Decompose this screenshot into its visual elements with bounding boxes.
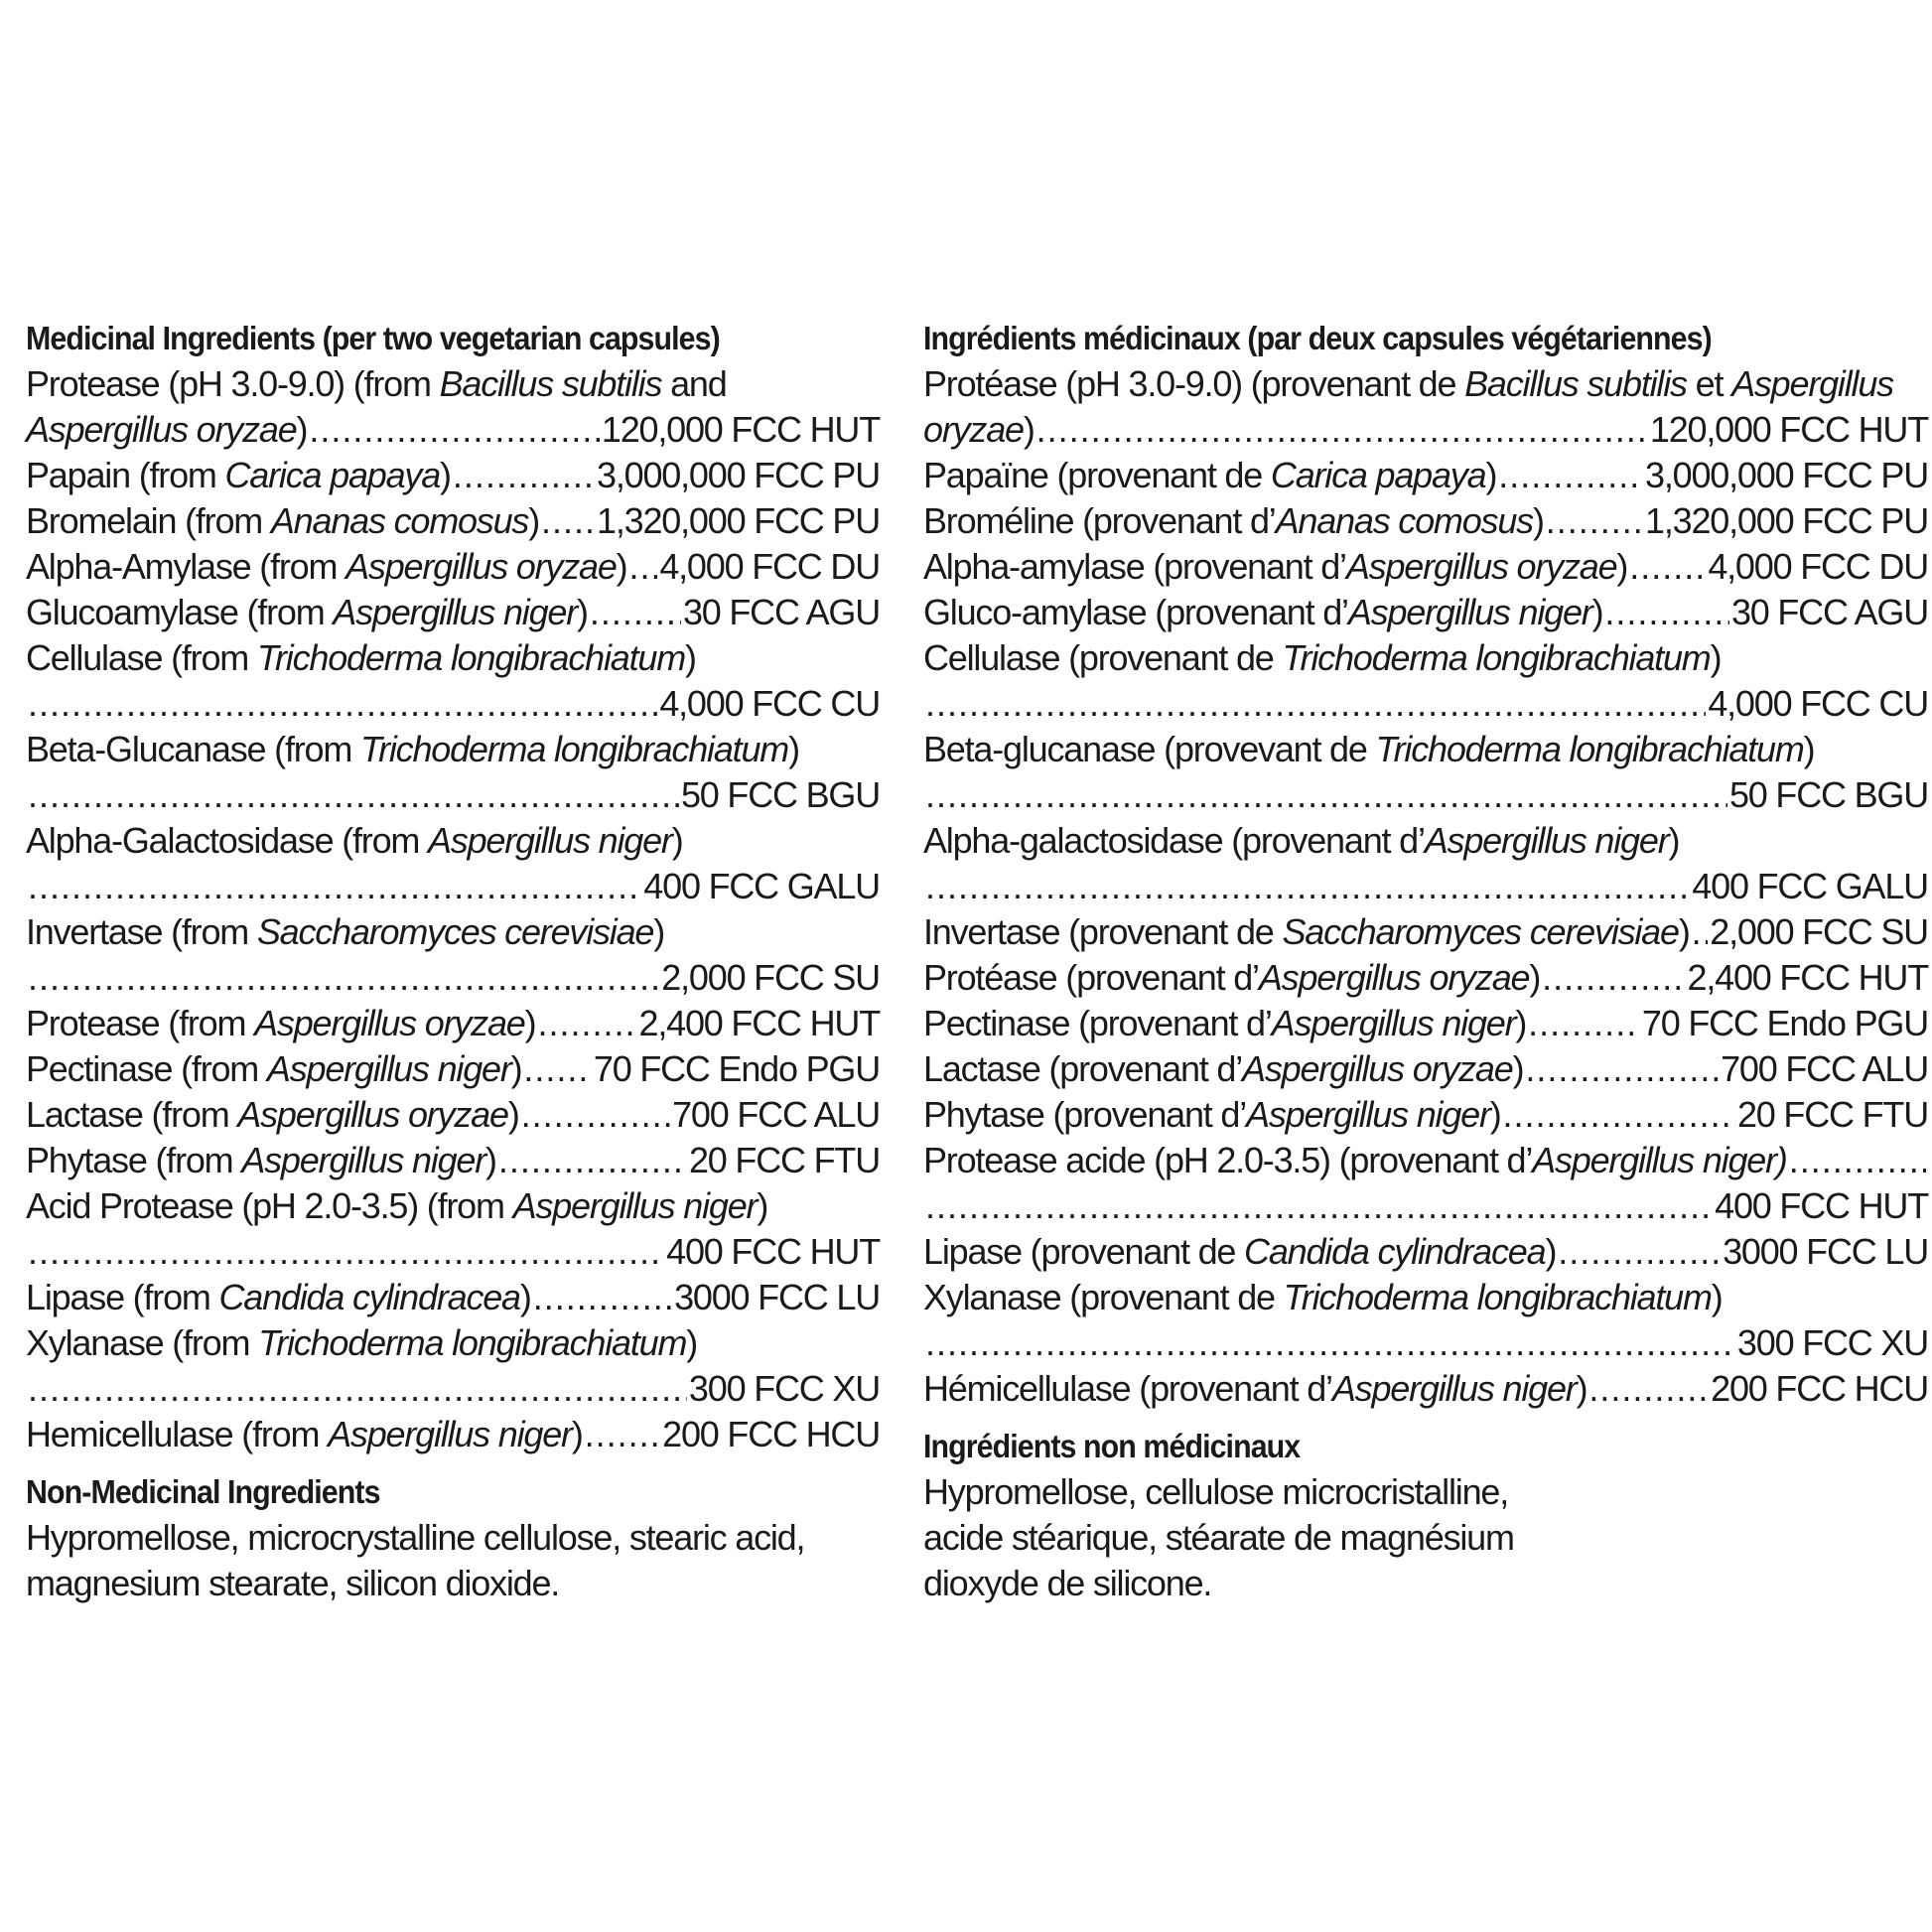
leader-dots <box>1789 1138 1926 1183</box>
ingredient-item <box>923 818 1928 864</box>
source-organism: Aspergillus niger <box>512 1185 758 1226</box>
ingredient-name: Pectinase (provenant d’Aspergillus niger) <box>923 1003 1527 1043</box>
ingredient-item <box>26 1275 880 1320</box>
source-organism: Aspergillus oryzae <box>1258 957 1530 998</box>
leader-dots <box>628 544 657 590</box>
ingredient-amount-row <box>923 1320 1928 1366</box>
leader-dots <box>523 1046 591 1092</box>
ingredient-amount: 2,000 FCC SU <box>1710 911 1928 952</box>
ingredient-name: Alpha-galactosidase (provenant d’Aspergillus niger) <box>923 820 1680 861</box>
leader-dots <box>533 1275 672 1320</box>
leader-dots <box>28 955 659 1001</box>
medicinal-ingredients-heading: Medicinal Ingredients (per two vegetarian capsules) <box>26 320 720 356</box>
ingredient-item <box>26 1412 880 1457</box>
source-organism: Bacillus subtilis <box>439 363 662 404</box>
leader-dots <box>309 407 600 453</box>
ingredient-name: Beta-glucanase (provevant de Trichoderma longibrachiatum) <box>923 729 1815 769</box>
ingredient-name: Xylanase (from Trichoderma longibrachiatum) <box>26 1322 698 1363</box>
ingredient-item <box>923 1001 1928 1046</box>
leader-dots <box>453 453 595 498</box>
ingredient-amount: 700 FCC ALU <box>1721 1048 1928 1089</box>
leader-dots <box>1498 453 1643 498</box>
ingredient-item <box>923 955 1928 1001</box>
ingredient-amount: 400 FCC GALU <box>1692 866 1928 906</box>
ingredient-item <box>923 727 1928 772</box>
ingredient-item <box>26 909 880 955</box>
ingredient-name: Protease (from Aspergillus oryzae) <box>26 1003 536 1043</box>
leader-dots <box>925 772 1727 818</box>
medicinal-ingredients-heading: Ingrédients médicinaux (par deux capsules végétariennes) <box>923 320 1712 356</box>
leader-dots <box>541 498 595 544</box>
leader-dots <box>925 864 1690 909</box>
ingredient-name: Acid Protease (pH 2.0-3.5) (from Aspergillus niger) <box>26 1185 768 1226</box>
source-organism: Aspergillus niger <box>328 1414 572 1454</box>
source-organism: Aspergillus niger <box>266 1048 511 1089</box>
ingredient-item <box>923 1138 1928 1183</box>
leader-dots <box>925 1320 1735 1366</box>
ingredient-amount: 50 FCC BGU <box>680 774 880 815</box>
ingredient-amount: 400 FCC GALU <box>643 866 880 906</box>
ingredient-item <box>923 909 1928 955</box>
source-organism: Ananas comosus <box>1275 500 1533 541</box>
leader-dots <box>28 681 657 727</box>
ingredient-amount-row <box>923 864 1928 909</box>
ingredient-item <box>26 453 880 498</box>
ingredient-name: Lipase (from Candida cylindracea) <box>26 1277 531 1317</box>
ingredient-amount: 2,400 FCC HUT <box>638 1003 880 1043</box>
ingredient-name: Alpha-Galactosidase (from Aspergillus niger) <box>26 820 683 861</box>
source-organism: oryzae <box>923 409 1024 450</box>
source-organism: Trichoderma longibrachiatum <box>256 637 686 678</box>
leader-dots <box>1542 955 1685 1001</box>
ingredient-name: Lactase (provenant d’Aspergillus oryzae) <box>923 1048 1524 1089</box>
source-organism: Aspergillus niger <box>1424 820 1669 861</box>
ingredient-item <box>26 818 880 864</box>
ingredient-name: Cellulase (from Trichoderma longibrachiatum) <box>26 637 696 678</box>
leader-dots <box>1528 1001 1640 1046</box>
ingredient-amount: 120,000 FCC HUT <box>601 409 880 450</box>
ingredient-amount-row <box>26 772 880 818</box>
leader-dots <box>28 1366 687 1412</box>
ingredient-amount-row: oryzae) ..... 120,000 FCC HUT <box>923 407 1928 453</box>
source-organism: Aspergillus oryzae <box>26 409 297 450</box>
ingredient-item <box>26 635 880 681</box>
source-organism: Aspergillus oryzae <box>237 1094 508 1135</box>
leader-dots <box>1503 1092 1735 1138</box>
leader-dots <box>1692 909 1709 955</box>
ingredient-name: Protéase (provenant d’Aspergillus oryzae) <box>923 957 1541 998</box>
source-organism: Trichoderma longibrachiatum <box>1375 729 1804 769</box>
ingredient-item <box>26 727 880 772</box>
ingredient-amount: 30 FCC AGU <box>1730 592 1928 632</box>
french-column <box>923 316 1928 1606</box>
ingredient-name: Protease acide (pH 2.0-3.5) (provenant d’Aspergillus niger) <box>923 1140 1787 1180</box>
source-organism: Trichoderma longibrachiatum <box>359 729 789 769</box>
ingredient-amount-row <box>923 681 1928 727</box>
ingredient-amount: 3000 FCC LU <box>1723 1231 1928 1272</box>
ingredient-name: Papain (from Carica papaya) <box>26 455 451 495</box>
ingredient-name: Protéase (pH 3.0-9.0) (provenant de Bacillus subtilis et Aspergillus <box>923 363 1893 404</box>
ingredient-amount: 200 FCC HCU <box>662 1414 880 1454</box>
ingredient-list <box>26 361 880 1457</box>
english-column <box>26 316 880 1606</box>
leader-dots <box>1629 544 1706 590</box>
ingredient-item <box>923 1092 1928 1138</box>
ingredient-amount: 4,000 FCC DU <box>659 546 880 587</box>
ingredient-name: Gluco-amylase (provenant d’Aspergillus niger) <box>923 592 1603 632</box>
ingredient-list <box>923 361 1928 1412</box>
ingredient-amount: 2,400 FCC HUT <box>1687 957 1928 998</box>
ingredient-amount: 200 FCC HCU <box>1711 1368 1928 1409</box>
ingredient-amount: 700 FCC ALU <box>672 1094 880 1135</box>
ingredient-amount: 300 FCC XU <box>1736 1322 1928 1363</box>
ingredient-item <box>26 1183 880 1229</box>
source-organism: Aspergillus niger <box>1331 1368 1577 1409</box>
ingredient-name: Hémicellulase (provenant d’Aspergillus niger) <box>923 1368 1587 1409</box>
leader-dots <box>28 864 641 909</box>
source-organism: Aspergillus oryzae <box>1345 546 1617 587</box>
ingredient-name: Invertase (provenant de Saccharomyces cerevisiae) <box>923 911 1690 952</box>
ingredient-item <box>26 1138 880 1183</box>
leader-dots <box>28 772 679 818</box>
source-organism: Aspergillus niger <box>1271 1003 1516 1043</box>
ingredient-item <box>26 498 880 544</box>
source-organism: Aspergillus oryzae <box>1242 1048 1513 1089</box>
ingredient-name: Alpha-amylase (provenant d’Aspergillus oryzae) <box>923 546 1628 587</box>
leader-dots <box>925 1183 1713 1229</box>
ingredient-item <box>26 1320 880 1366</box>
leader-dots <box>925 681 1706 727</box>
non-medicinal-line: Hypromellose, microcrystalline cellulose, stearic acid, <box>26 1517 805 1558</box>
source-organism: Saccharomyces cerevisiae <box>256 911 654 952</box>
ingredient-name: Hemicellulase (from Aspergillus niger) <box>26 1414 583 1454</box>
ingredient-amount-row <box>923 772 1928 818</box>
source-organism: Aspergillus niger <box>1246 1094 1490 1135</box>
non-medicinal-line: Hypromellose, cellulose microcristalline, <box>923 1471 1509 1512</box>
source-organism: Ananas comosus <box>270 500 529 541</box>
source-organism: Aspergillus niger <box>1347 592 1592 632</box>
ingredient-name: Papaïne (provenant de Carica papaya) <box>923 455 1497 495</box>
source-organism: Candida cylindracea <box>218 1277 520 1317</box>
non-medicinal-line: acide stéarique, stéarate de magnésium <box>923 1517 1514 1558</box>
ingredient-amount: 1,320,000 FCC PU <box>1645 500 1928 541</box>
source-organism: Carica papaya <box>224 455 441 495</box>
ingredient-amount: 120,000 FCC HUT <box>1649 409 1928 450</box>
source-organism: Carica papaya <box>1270 455 1486 495</box>
ingredient-item <box>923 1046 1928 1092</box>
ingredient-item <box>923 361 1928 407</box>
leader-dots <box>521 1092 670 1138</box>
ingredient-amount: 3,000,000 FCC PU <box>597 455 880 495</box>
non-medicinal-heading: Ingrédients non médicinaux <box>923 1428 1301 1464</box>
ingredient-amount-row <box>26 955 880 1001</box>
ingredient-name: Lactase (from Aspergillus oryzae) <box>26 1094 519 1135</box>
ingredient-item <box>26 1092 880 1138</box>
ingredient-name: Pectinase (from Aspergillus niger) <box>26 1048 522 1089</box>
ingredient-name: Cellulase (provenant de Trichoderma longibrachiatum) <box>923 637 1722 678</box>
non-medicinal-line: magnesium stearate, silicon dioxide. <box>26 1563 560 1603</box>
leader-dots <box>537 1001 636 1046</box>
ingredient-item <box>923 1275 1928 1320</box>
source-organism: Trichoderma longibrachiatum <box>1282 637 1711 678</box>
source-organism: Saccharomyces cerevisiae <box>1282 911 1679 952</box>
ingredient-name: Bromelain (from Ananas comosus) <box>26 500 540 541</box>
source-organism: Trichoderma longibrachiatum <box>1283 1277 1712 1317</box>
ingredient-item <box>26 361 880 407</box>
ingredient-name: Alpha-Amylase (from Aspergillus oryzae) <box>26 546 627 587</box>
ingredient-amount: 4,000 FCC CU <box>1708 683 1928 724</box>
ingredient-item <box>26 1001 880 1046</box>
source-organism: Aspergillus niger <box>427 820 672 861</box>
leader-dots <box>1604 590 1729 635</box>
source-organism: Aspergillus oryzae <box>345 546 617 587</box>
ingredient-amount: 20 FCC FTU <box>1736 1094 1928 1135</box>
ingredient-item <box>923 544 1928 590</box>
ingredient-amount: 400 FCC HUT <box>1715 1185 1928 1226</box>
ingredient-name: Xylanase (provenant de Trichoderma longibrachiatum) <box>923 1277 1723 1317</box>
ingredient-amount: 20 FCC FTU <box>688 1140 880 1180</box>
ingredient-item <box>923 1229 1928 1275</box>
leader-dots <box>1546 498 1643 544</box>
ingredient-name: Protease (pH 3.0-9.0) (from Bacillus subtilis and <box>26 363 727 404</box>
ingredient-name: Lipase (provenant de Candida cylindracea) <box>923 1231 1557 1272</box>
leader-dots <box>1588 1366 1709 1412</box>
ingredient-amount: 1,320,000 FCC PU <box>597 500 880 541</box>
ingredient-amount: 300 FCC XU <box>688 1368 880 1409</box>
ingredient-amount: 4,000 FCC DU <box>1708 546 1928 587</box>
ingredient-amount: 3000 FCC LU <box>674 1277 880 1317</box>
ingredient-name: Glucoamylase (from Aspergillus niger) <box>26 592 588 632</box>
ingredient-item <box>26 544 880 590</box>
ingredient-amount: 70 FCC Endo PGU <box>593 1048 880 1089</box>
ingredient-amount: 70 FCC Endo PGU <box>1641 1003 1928 1043</box>
ingredient-item <box>26 1046 880 1092</box>
ingredient-name: Invertase (from Saccharomyces cerevisiae) <box>26 911 665 952</box>
ingredient-amount: 2,000 FCC SU <box>661 957 880 998</box>
ingredient-item <box>923 453 1928 498</box>
source-organism: Aspergillus niger <box>241 1140 486 1180</box>
ingredient-amount-row <box>26 681 880 727</box>
leader-dots <box>1558 1229 1721 1275</box>
source-organism: Aspergillus <box>1731 363 1893 404</box>
leader-dots <box>590 590 681 635</box>
leader-dots <box>28 1229 664 1275</box>
ingredient-amount: 3,000,000 FCC PU <box>1645 455 1928 495</box>
leader-dots <box>585 1412 661 1457</box>
source-organism: Candida cylindracea <box>1244 1231 1546 1272</box>
ingredient-item <box>26 590 880 635</box>
source-organism: Aspergillus oryzae <box>254 1003 525 1043</box>
ingredient-amount-row <box>26 1229 880 1275</box>
leader-dots <box>498 1138 687 1183</box>
ingredient-amount: 4,000 FCC CU <box>659 683 880 724</box>
ingredient-amount-row <box>923 1183 1928 1229</box>
ingredient-item <box>923 1366 1928 1412</box>
ingredient-item <box>923 635 1928 681</box>
source-organism: Aspergillus niger <box>333 592 578 632</box>
ingredient-amount-row <box>26 1366 880 1412</box>
ingredient-amount-row <box>26 864 880 909</box>
ingredient-item <box>923 590 1928 635</box>
ingredient-name: Beta-Glucanase (from Trichoderma longibrachiatum) <box>26 729 799 769</box>
ingredient-amount: 30 FCC AGU <box>682 592 880 632</box>
ingredient-amount: 50 FCC BGU <box>1728 774 1928 815</box>
source-organism: Trichoderma longibrachiatum <box>258 1322 687 1363</box>
ingredient-name: Phytase (from Aspergillus niger) <box>26 1140 496 1180</box>
source-organism: Bacillus subtilis <box>1464 363 1687 404</box>
leader-dots <box>1036 407 1648 453</box>
leader-dots <box>1525 1046 1719 1092</box>
ingredient-amount-row: Aspergillus oryzae) ..... 120,000 FCC HUT <box>26 407 880 453</box>
non-medicinal-heading: Non-Medicinal Ingredients <box>26 1473 380 1510</box>
ingredient-item <box>923 498 1928 544</box>
non-medicinal-line: dioxyde de silicone. <box>923 1563 1212 1603</box>
ingredient-name: Broméline (provenant d’Ananas comosus) <box>923 500 1544 541</box>
ingredient-name: Phytase (provenant d’Aspergillus niger) <box>923 1094 1501 1135</box>
ingredient-amount: 400 FCC HUT <box>666 1231 880 1272</box>
source-organism: Aspergillus niger) <box>1532 1140 1787 1180</box>
